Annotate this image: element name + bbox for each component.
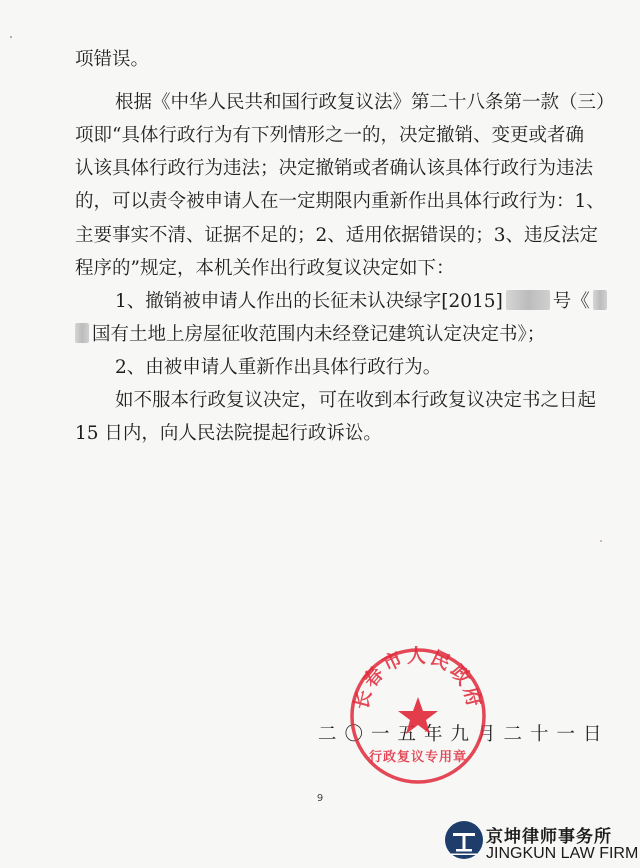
text-line-11: 如不服本行政复议决定，可在收到本行政复议决定书之日起: [115, 390, 597, 411]
redacted-text: [593, 290, 607, 310]
official-seal-stamp: [347, 645, 489, 787]
page-number: 9: [316, 793, 324, 804]
text-line-2: 根据《中华人民共和国行政复议法》第二十八条第一款（三）: [115, 92, 615, 113]
text-line-1: 项错误。: [75, 49, 150, 70]
text-line-8: [115, 290, 640, 314]
text-line-3: 项即“具体行政行为有下列情形之一的，决定撤销、变更或者确: [75, 125, 584, 146]
scan-speck: [600, 540, 602, 542]
redacted-text: [75, 323, 89, 343]
text-line-5: 的，可以责令被申请人在一定期限内重新作出具体行政行为：1、: [75, 191, 605, 212]
text-line-9: [75, 323, 640, 347]
text-line-6: 主要事实不清、证据不足的；2、适用依据错误的；3、违反法定: [75, 225, 599, 246]
redacted-number: [506, 290, 550, 310]
decision-item-1-part-b: 号《: [552, 291, 590, 312]
text-line-7: 程序的”规定，本机关作出行政复议决定如下：: [75, 258, 455, 279]
firm-name-chinese: 京坤律师事务所: [486, 827, 612, 847]
seal-sub-text: 行政复议专用章: [368, 750, 468, 765]
firm-name-english: JINGKUN LAW FIRM: [486, 845, 639, 862]
law-firm-logo-icon: [444, 820, 484, 860]
text-line-12: 15 日内，向人民法院提起行政诉讼。: [75, 423, 382, 444]
decision-item-1-part-a: 1、撤销被申请人作出的长征未认决绿字[2015]: [115, 291, 503, 312]
law-firm-footer: [440, 816, 640, 868]
decision-item-1-part-c: 国有土地上房屋征收范围内未经登记建筑认定决定书》；: [92, 324, 546, 345]
scan-speck: [10, 36, 12, 38]
decision-date: 二〇一五年九月二十一日: [318, 724, 610, 745]
text-line-10: 2、由被申请人重新作出具体行政行为。: [115, 357, 442, 378]
seal-text: 长春市人民政府: [350, 645, 486, 712]
text-line-4: 认该具体行政行为违法；决定撤销或者确认该具体行政行为违法: [75, 158, 594, 179]
